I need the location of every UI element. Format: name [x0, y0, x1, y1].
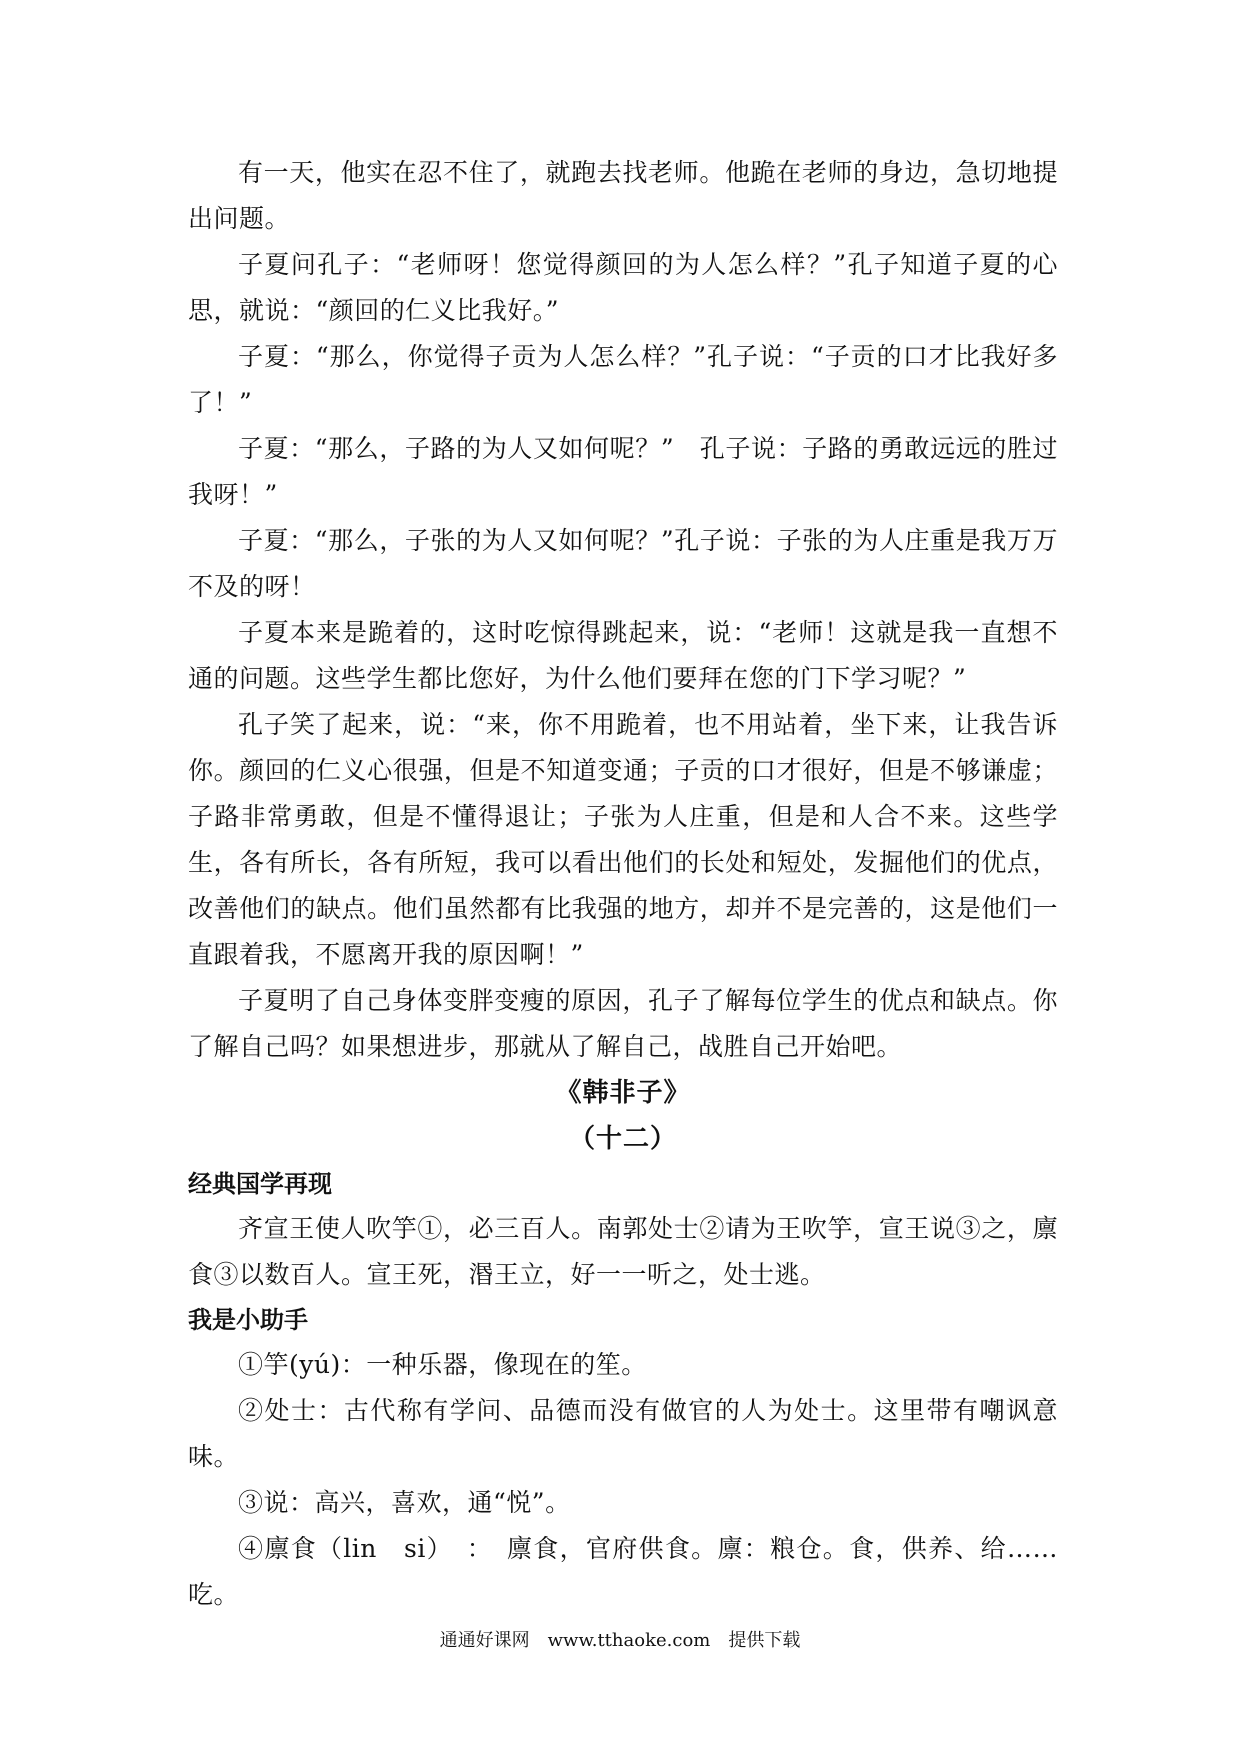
helper-note-4: ④廪食（lin si） ： 廪食，官府供食。廪：粮仓。食，供养、给……吃。 — [188, 1534, 1058, 1609]
helper-note-3: ③说：高兴，喜欢，通“悦”。 — [238, 1488, 571, 1517]
classic-text: 齐宣王使人吹竽①，必三百人。南郭处士②请为王吹竽，宣王说③之，廪食③以数百人。宣王死，湣王立，好一一听之，处士逃。 — [188, 1214, 1058, 1289]
helper-heading: 我是小助手 — [188, 1305, 308, 1334]
helper-note-1: ①竽(yú)：一种乐器，像现在的笙。 — [238, 1350, 647, 1379]
helper-note-2: ②处士：古代称有学问、品德而没有做官的人为处士。这里带有嘲讽意味。 — [188, 1396, 1058, 1471]
section-number: （十二） — [568, 1124, 677, 1154]
section-title: 《韩非子》 — [555, 1078, 691, 1108]
story-paragraph-5: 子夏：“那么，子张的为人又如何呢？”孔子说：子张的为人庄重是我万万不及的呀！ — [188, 526, 1058, 601]
story-paragraph-6: 子夏本来是跪着的，这时吃惊得跳起来，说：“老师！这就是我一直想不通的问题。这些学生都比您好，为什么他们要拜在您的门下学习呢？” — [188, 618, 1058, 693]
page-footer: 通通好课网 www.tthaoke.com 提供下载 — [439, 1630, 801, 1651]
page-content — [188, 150, 1058, 1618]
story-paragraph-7: 孔子笑了起来，说：“来，你不用跪着，也不用站着，坐下来，让我告诉你。颜回的仁义心很强，但是不知道变通；子贡的口才很好，但是不够谦虚；子路非常勇敢，但是不懂得退让；子张为人庄重，但是和人合不来。这些学生，各有所长，各有所短，我可以看出他们的长处和短处，发掘他们的优点，改善他们的缺点。他们虽然都有比我强的地方，却并不是完善的，这是他们一直跟着我，不愿离开我的原因啊！” — [188, 710, 1058, 969]
story-paragraph-1: 有一天，他实在忍不住了，就跑去找老师。他跪在老师的身边，急切地提出问题。 — [188, 158, 1058, 233]
story-paragraph-8: 子夏明了自己身体变胖变瘦的原因，孔子了解每位学生的优点和缺点。你了解自己吗？如果想进步，那就从了解自己，战胜自己开始吧。 — [188, 986, 1058, 1061]
classic-heading: 经典国学再现 — [188, 1169, 332, 1198]
story-paragraph-4: 子夏：“那么，子路的为人又如何呢？” 孔子说：子路的勇敢远远的胜过我呀！” — [188, 434, 1058, 509]
story-paragraph-3: 子夏：“那么，你觉得子贡为人怎么样？”孔子说：“子贡的口才比我好多了！” — [188, 342, 1058, 417]
story-paragraph-2: 子夏问孔子：“老师呀！您觉得颜回的为人怎么样？”孔子知道子夏的心思，就说：“颜回的仁义比我好。” — [188, 250, 1058, 325]
